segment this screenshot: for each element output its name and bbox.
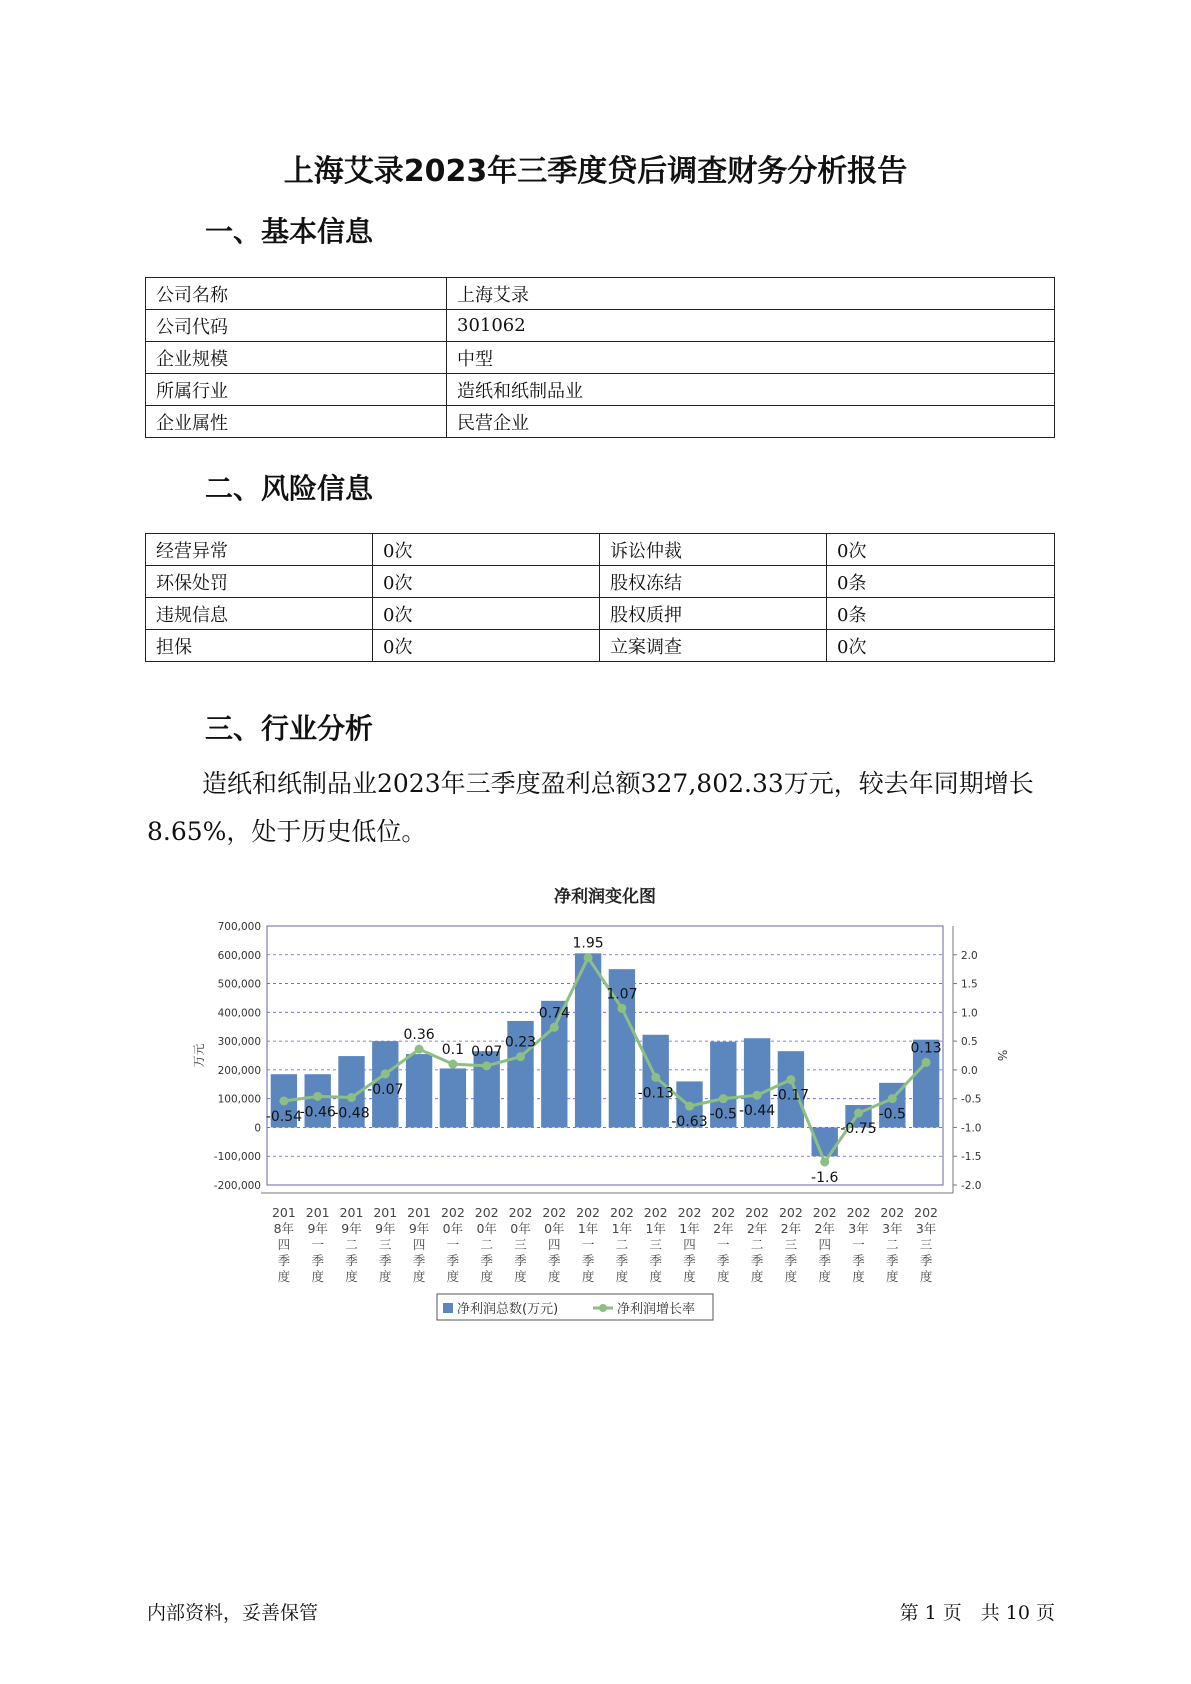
basic-value: 上海艾录 xyxy=(447,278,1055,310)
growth-point xyxy=(854,1109,863,1118)
x-tick-label: 202 2年四季度 xyxy=(812,1205,837,1284)
x-tick-label: 202 0年一季度 xyxy=(440,1205,465,1284)
y-tick-label: -200,000 xyxy=(213,1180,261,1192)
growth-point xyxy=(347,1093,356,1102)
risk-label: 诉讼仲裁 xyxy=(600,534,827,566)
bar xyxy=(406,1054,432,1127)
growth-point xyxy=(820,1157,829,1166)
x-tick-label: 201 9年三季度 xyxy=(373,1205,398,1284)
risk-label: 股权质押 xyxy=(600,598,827,630)
growth-point xyxy=(651,1073,660,1082)
risk-value: 0条 xyxy=(827,598,1055,630)
basic-value: 民营企业 xyxy=(447,406,1055,438)
basic-label: 公司代码 xyxy=(146,310,447,342)
bar xyxy=(440,1068,466,1127)
growth-point xyxy=(550,1023,559,1032)
growth-point xyxy=(448,1060,457,1069)
data-label: -1.6 xyxy=(811,1169,839,1186)
y-tick-label: 200,000 xyxy=(217,1064,261,1077)
legend-bar-swatch xyxy=(443,1303,453,1313)
data-label: 0.36 xyxy=(403,1027,435,1044)
data-label: 1.95 xyxy=(572,935,604,952)
basic-value: 中型 xyxy=(447,342,1055,374)
x-tick-label: 202 3年一季度 xyxy=(846,1205,871,1284)
section-heading-risk: 二、风险信息 xyxy=(205,472,374,505)
y-tick-label: 500,000 xyxy=(217,978,261,991)
x-tick-label: 201 9年二季度 xyxy=(339,1205,364,1284)
risk-label: 立案调查 xyxy=(600,630,827,662)
data-label: 0.13 xyxy=(910,1040,942,1057)
risk-value: 0次 xyxy=(373,598,600,630)
data-label: -0.5 xyxy=(709,1106,737,1123)
growth-point xyxy=(719,1094,728,1103)
risk-label: 违规信息 xyxy=(146,598,373,630)
basic-label: 所属行业 xyxy=(146,374,447,406)
data-label: -0.17 xyxy=(772,1087,810,1104)
growth-point xyxy=(516,1052,525,1061)
report-title: 上海艾录2023年三季度贷后调查财务分析报告 xyxy=(283,154,908,189)
table-row xyxy=(146,566,1055,598)
data-label: -0.75 xyxy=(840,1121,877,1138)
growth-point xyxy=(381,1069,390,1078)
y2-tick-label: 1.0 xyxy=(961,1007,978,1020)
growth-point xyxy=(617,1004,626,1013)
x-tick-label: 201 9年四季度 xyxy=(407,1205,432,1284)
basic-label: 企业规模 xyxy=(146,342,447,374)
y2-tick-label: 0.0 xyxy=(961,1064,978,1077)
x-tick-label: 202 0年二季度 xyxy=(474,1205,499,1284)
data-label: -0.48 xyxy=(333,1105,370,1122)
basic-label: 公司名称 xyxy=(146,278,447,310)
y-tick-label: 600,000 xyxy=(217,949,261,962)
section-heading-industry: 三、行业分析 xyxy=(205,712,374,745)
y2-tick-label: -0.5 xyxy=(961,1093,982,1106)
chart-title: 净利润变化图 xyxy=(554,887,656,907)
y2-tick-label: 0.5 xyxy=(961,1036,978,1049)
data-label: 0.07 xyxy=(471,1043,503,1060)
legend-line-marker xyxy=(599,1304,607,1312)
x-tick-label: 202 1年一季度 xyxy=(576,1205,601,1284)
page-number: 第 1 页 共 10 页 xyxy=(899,1602,1055,1624)
growth-point xyxy=(888,1094,897,1103)
table-row xyxy=(146,406,1055,438)
growth-point xyxy=(415,1045,424,1054)
risk-value: 0次 xyxy=(373,630,600,662)
growth-point xyxy=(313,1092,322,1101)
growth-point xyxy=(685,1102,694,1111)
data-label: -0.5 xyxy=(878,1106,906,1123)
y-tick-label: 400,000 xyxy=(217,1007,261,1020)
basic-value: 301062 xyxy=(447,310,1055,342)
y2-tick-label: -1.5 xyxy=(961,1151,982,1164)
x-tick-label: 201 9年一季度 xyxy=(305,1205,330,1284)
risk-label: 经营异常 xyxy=(146,534,373,566)
x-tick-label: 202 0年三季度 xyxy=(508,1205,533,1284)
x-tick-label: 202 2年二季度 xyxy=(745,1205,770,1284)
risk-label: 股权冻结 xyxy=(600,566,827,598)
growth-point xyxy=(482,1061,491,1070)
table-row xyxy=(146,534,1055,566)
x-tick-label: 202 1年四季度 xyxy=(677,1205,702,1284)
data-label: -0.44 xyxy=(738,1103,776,1120)
x-tick-label: 202 1年二季度 xyxy=(609,1205,634,1284)
data-label: 0.1 xyxy=(441,1042,465,1059)
basic-info-table xyxy=(145,277,1055,438)
basic-label: 企业属性 xyxy=(146,406,447,438)
data-label: -0.54 xyxy=(265,1108,303,1125)
x-tick-label: 202 2年三季度 xyxy=(778,1205,803,1284)
y2-tick-label: -2.0 xyxy=(961,1180,982,1192)
x-tick-label: 202 1年三季度 xyxy=(643,1205,668,1284)
x-tick-label: 202 3年二季度 xyxy=(880,1205,905,1284)
risk-label: 环保处罚 xyxy=(146,566,373,598)
risk-value: 0次 xyxy=(827,534,1055,566)
x-tick-label: 202 2年一季度 xyxy=(711,1205,736,1284)
basic-value: 造纸和纸制品业 xyxy=(447,374,1055,406)
growth-point xyxy=(922,1058,931,1067)
table-row xyxy=(146,598,1055,630)
risk-value: 0次 xyxy=(827,630,1055,662)
data-label: -0.13 xyxy=(637,1085,674,1102)
data-label: -0.07 xyxy=(367,1081,404,1098)
y-axis-label: 万元 xyxy=(192,1043,206,1068)
y-tick-label: 100,000 xyxy=(217,1093,261,1106)
footer-note: 内部资料，妥善保管 xyxy=(147,1602,319,1624)
risk-value: 0次 xyxy=(373,534,600,566)
data-label: -0.46 xyxy=(299,1104,336,1121)
growth-point xyxy=(584,953,593,962)
section-heading-basic: 一、基本信息 xyxy=(205,215,374,248)
table-row xyxy=(146,278,1055,310)
growth-point xyxy=(279,1096,288,1105)
growth-point xyxy=(786,1075,795,1084)
y2-tick-label: -1.0 xyxy=(961,1122,982,1135)
y2-tick-label: 2.0 xyxy=(961,949,978,962)
data-label: 0.23 xyxy=(504,1034,537,1051)
legend-bar-label: 净利润总数(万元) xyxy=(457,1302,559,1317)
risk-value: 0条 xyxy=(827,566,1055,598)
table-row xyxy=(146,374,1055,406)
data-label: 1.07 xyxy=(606,986,638,1003)
data-label: 0.74 xyxy=(538,1005,570,1022)
y-tick-label: 0 xyxy=(254,1122,261,1135)
y-tick-label: 700,000 xyxy=(217,921,261,933)
plot-border xyxy=(267,926,943,1185)
data-label: -0.63 xyxy=(671,1114,708,1131)
y-tick-label: -100,000 xyxy=(213,1151,261,1164)
x-tick-label: 202 3年三季度 xyxy=(914,1205,939,1284)
risk-value: 0次 xyxy=(373,566,600,598)
risk-label: 担保 xyxy=(146,630,373,662)
y-tick-label: 300,000 xyxy=(217,1036,261,1049)
table-row xyxy=(146,630,1055,662)
table-row xyxy=(146,310,1055,342)
industry-paragraph: 造纸和纸制品业2023年三季度盈利总额327,802.33万元，较去年同期增长8.65%，处于历史低位。 xyxy=(147,769,1034,846)
net-profit-chart xyxy=(175,880,1035,1340)
x-tick-label: 202 0年四季度 xyxy=(542,1205,567,1284)
growth-point xyxy=(753,1091,762,1100)
x-tick-label: 201 8年四季度 xyxy=(271,1205,296,1284)
y2-axis-label: % xyxy=(995,1049,1009,1062)
table-row xyxy=(146,342,1055,374)
y2-tick-label: 1.5 xyxy=(961,978,978,991)
legend-line-label: 净利润增长率 xyxy=(617,1302,696,1317)
risk-info-table xyxy=(145,533,1055,662)
